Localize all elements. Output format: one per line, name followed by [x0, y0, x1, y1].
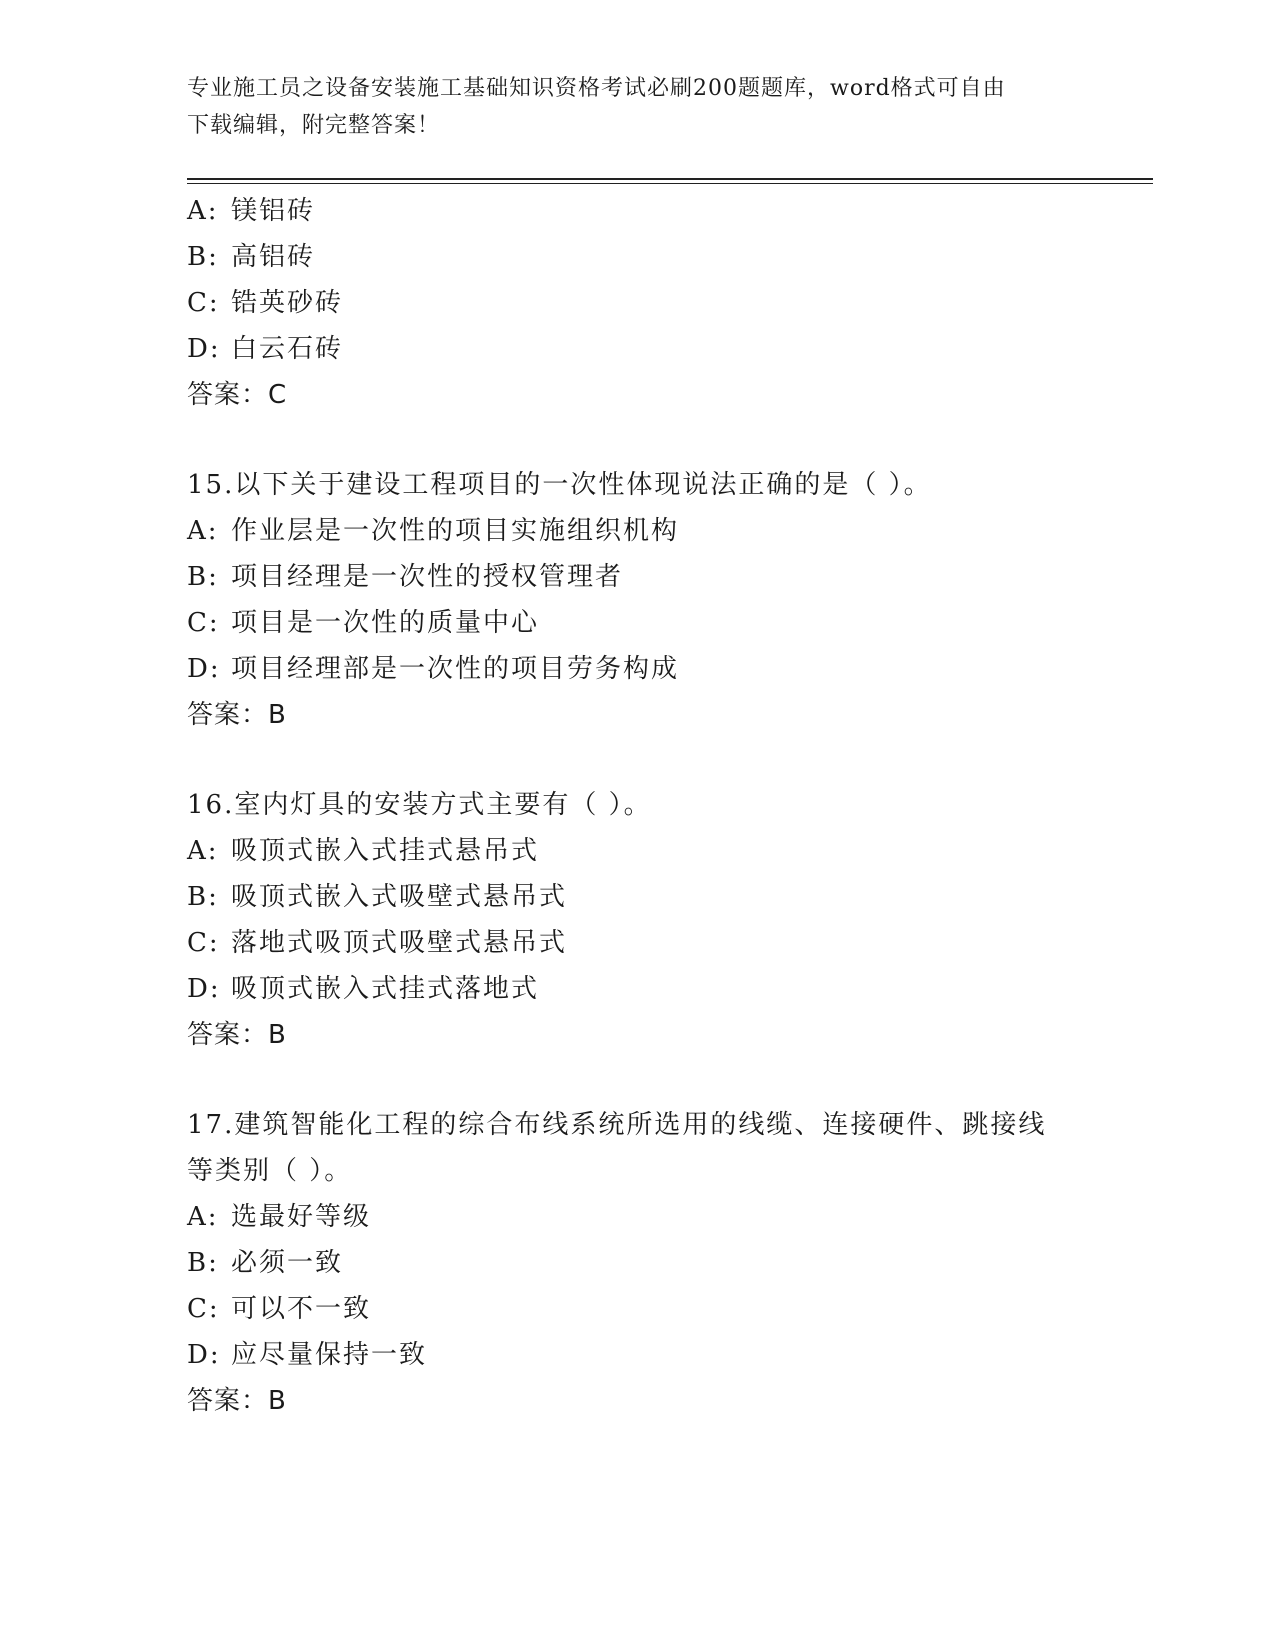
option-b: B: 项目经理是一次性的授权管理者: [187, 562, 624, 592]
question-list: [187, 188, 1153, 1424]
question-stem: 16.室内灯具的安装方式主要有（ ）。: [187, 790, 652, 820]
option-d: D: 应尽量保持一致: [187, 1340, 428, 1370]
option-b: B: 高铝砖: [187, 242, 316, 272]
option-a: A: 作业层是一次性的项目实施组织机构: [187, 516, 680, 546]
option-a: A: 镁铝砖: [187, 196, 316, 226]
option-d: D: 项目经理部是一次性的项目劳务构成: [187, 654, 680, 684]
option-b: B: 吸顶式嵌入式吸壁式悬吊式: [187, 882, 568, 912]
answer-line: 答案：B: [187, 1020, 287, 1050]
option-a: A: 选最好等级: [187, 1202, 372, 1232]
question-stem: 15.以下关于建设工程项目的一次性体现说法正确的是（ ）。: [187, 470, 932, 500]
spacer: [187, 738, 1153, 782]
header-divider-thick: [187, 178, 1153, 180]
question-15: [187, 462, 1153, 738]
header-line-1: 专业施工员之设备安装施工基础知识资格考试必刷200题题库，word格式可自由: [187, 76, 1006, 101]
spacer: [187, 1058, 1153, 1102]
header-line-2: 下载编辑，附完整答案！: [187, 113, 441, 138]
option-c: C: 可以不一致: [187, 1294, 372, 1324]
question-16: [187, 782, 1153, 1058]
option-a: A: 吸顶式嵌入式挂式悬吊式: [187, 836, 540, 866]
option-d: D: 白云石砖: [187, 334, 344, 364]
option-b: B: 必须一致: [187, 1248, 344, 1278]
answer-line: 答案：B: [187, 1386, 287, 1416]
option-d: D: 吸顶式嵌入式挂式落地式: [187, 974, 540, 1004]
spacer: [187, 418, 1153, 462]
option-c: C: 锆英砂砖: [187, 288, 344, 318]
question-stem-line-2: 等类别（ ）。: [187, 1156, 353, 1186]
question-17: [187, 1102, 1153, 1424]
answer-line: 答案：B: [187, 700, 287, 730]
option-c: C: 项目是一次性的质量中心: [187, 608, 540, 638]
answer-line: 答案：C: [187, 380, 288, 410]
question-14: [187, 188, 1153, 418]
option-c: C: 落地式吸顶式吸壁式悬吊式: [187, 928, 568, 958]
question-stem-line-1: 17.建筑智能化工程的综合布线系统所选用的线缆、连接硬件、跳接线: [187, 1110, 1047, 1140]
header-divider-thin: [187, 183, 1153, 184]
document-header: [187, 70, 1067, 144]
